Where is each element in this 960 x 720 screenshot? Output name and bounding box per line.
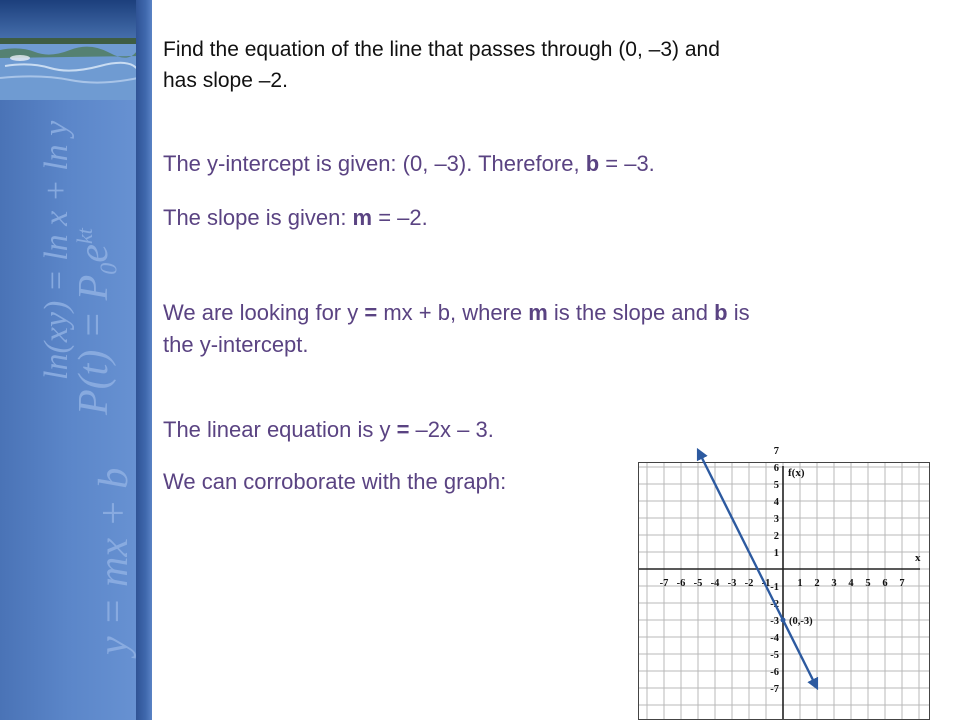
y-tick-label: 4 [773, 497, 779, 508]
y-tick-label: -5 [770, 650, 779, 661]
y-tick-label: -1 [770, 582, 779, 593]
slope-step [163, 203, 428, 232]
formula-growth-base: e [71, 244, 117, 263]
y-tick-label: 6 [773, 463, 779, 474]
y-tick-label: 7 [773, 446, 779, 457]
formula-growth [70, 228, 123, 415]
x-tick-label: 1 [797, 578, 803, 589]
x-tick-label: -6 [676, 578, 686, 589]
x-tick-label: 3 [831, 578, 837, 589]
wetland-photo [0, 0, 138, 100]
linear-equals: = [396, 417, 410, 442]
y-intercept-text: The y-intercept is given: (0, –3). Therefore, [163, 151, 586, 176]
x-tick-label: 5 [865, 578, 871, 589]
x-tick-label: 6 [882, 578, 888, 589]
looking-text-1: We are looking for y [163, 300, 365, 325]
y-axis-label: f(x) [788, 467, 805, 479]
y-tick-label: 5 [773, 480, 779, 491]
linear-rest: –2x – 3. [409, 417, 494, 442]
intercept-label: (0,-3) [789, 616, 813, 627]
looking-for-line-1 [163, 298, 750, 327]
question-line-1: Find the equation of the line that passes through (0, –3) and [163, 38, 720, 61]
linear-equation-step [163, 415, 494, 444]
slope-value: = –2. [372, 205, 428, 230]
looking-text-4: is [727, 300, 750, 325]
x-tick-label: 7 [899, 578, 905, 589]
x-tick-label: 2 [814, 578, 820, 589]
y-tick-label: 2 [773, 531, 779, 542]
formula-growth-sub: 0 [96, 262, 123, 275]
question-line-2: has slope –2. [163, 69, 288, 92]
formula-growth-exp: kt [72, 228, 97, 245]
looking-b: b [714, 300, 728, 325]
y-intercept-step [163, 149, 655, 178]
y-tick-label: -3 [770, 616, 779, 627]
x-axis-label: x [915, 552, 921, 564]
y-tick-label: -4 [770, 633, 779, 644]
x-tick-label: -7 [659, 578, 669, 589]
linear-text: The linear equation is y [163, 417, 397, 442]
corroborate-text: We can corroborate with the graph: [163, 469, 507, 494]
formula-linear: y = mx + b [91, 467, 137, 655]
y-tick-label: 3 [773, 514, 779, 525]
looking-m: m [528, 300, 548, 325]
x-tick-label: -5 [693, 578, 703, 589]
y-tick-label: -7 [770, 684, 779, 695]
intercept-point [781, 618, 786, 623]
formula-growth-main: P(t) = P [71, 274, 117, 415]
x-tick-label: 4 [848, 578, 854, 589]
looking-for-line-2: the y-intercept. [163, 332, 309, 357]
looking-equals: = [364, 300, 378, 325]
x-tick-label: -4 [710, 578, 720, 589]
formula-log: ln(xy) = ln x + ln y [38, 120, 75, 380]
sidebar-edge [136, 0, 152, 720]
x-tick-label: -3 [727, 578, 737, 589]
y-tick-label: 1 [773, 548, 779, 559]
y-intercept-b: b [585, 151, 600, 176]
slope-m: m [352, 205, 373, 230]
y-tick-label: -6 [770, 667, 779, 678]
sidebar-decoration [0, 0, 152, 720]
x-tick-label: -1 [761, 578, 771, 589]
coordinate-graph [638, 446, 930, 720]
looking-text-2: mx + b, where [377, 300, 529, 325]
looking-text-3: is the slope and [547, 300, 715, 325]
slope-text: The slope is given: [163, 205, 353, 230]
y-intercept-value: = –3. [599, 151, 655, 176]
y-tick-label: -2 [770, 599, 779, 610]
x-tick-label: -2 [744, 578, 754, 589]
